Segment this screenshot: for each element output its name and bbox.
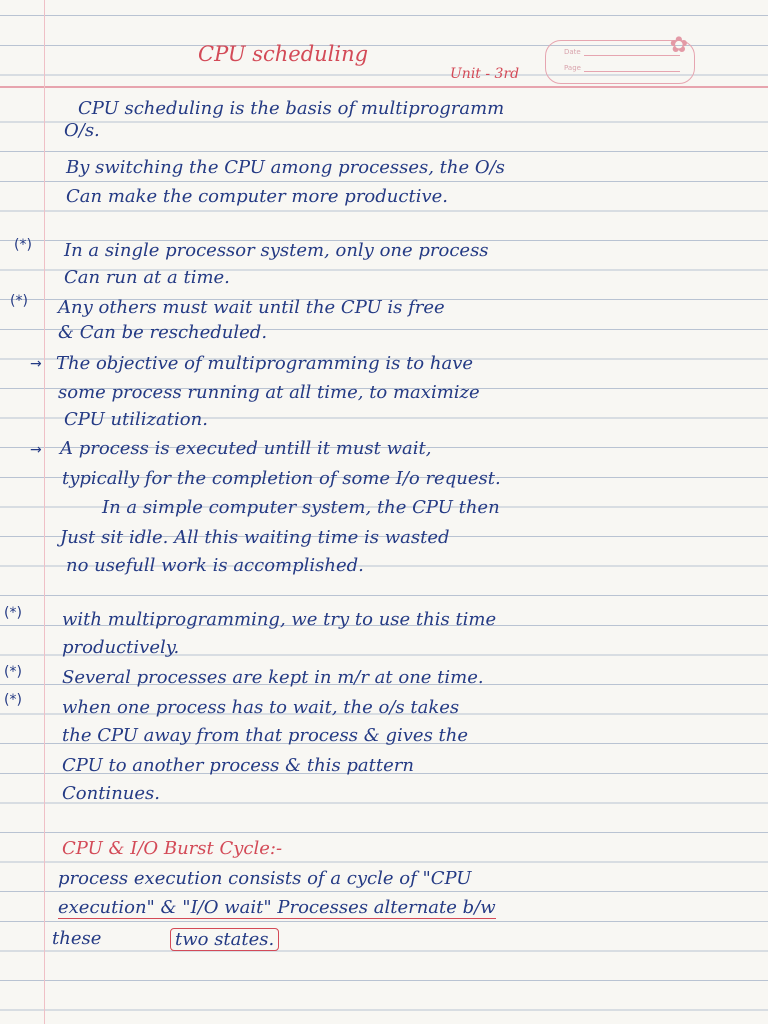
- text-line: the CPU away from that process & gives the: [62, 725, 469, 746]
- text-line: productively.: [62, 637, 180, 658]
- page-title: CPU scheduling: [198, 42, 369, 66]
- badge-date-line: [584, 55, 680, 56]
- text-line: process execution consists of a cycle of "CPU: [58, 868, 472, 889]
- text-line: O/s.: [64, 120, 100, 141]
- text-line: typically for the completion of some I/o request.: [62, 468, 501, 489]
- text-line: these: [52, 928, 102, 949]
- margin-line: [44, 0, 45, 1024]
- arrow-bullet: →: [30, 356, 42, 372]
- text-line: CPU utilization.: [64, 409, 208, 430]
- text-line: Continues.: [62, 783, 160, 804]
- text-line: Can make the computer more productive.: [66, 186, 448, 207]
- text-line: The objective of multiprogramming is to have: [56, 353, 474, 374]
- header-rule: [0, 86, 768, 88]
- star-bullet: (*): [4, 692, 22, 708]
- text-line: when one process has to wait, the o/s takes: [62, 697, 460, 718]
- badge-page-line: [584, 71, 680, 72]
- text-line: some process running at all time, to maximize: [58, 382, 480, 403]
- star-bullet: (*): [14, 237, 32, 253]
- text-line: execution" & "I/O wait" Processes alternate b/w: [58, 897, 496, 918]
- text-line: Can run at a time.: [64, 267, 230, 288]
- star-bullet: (*): [10, 293, 28, 309]
- text-line: Any others must wait until the CPU is free: [58, 297, 445, 318]
- badge-date-label: Date: [564, 48, 581, 56]
- star-bullet: (*): [4, 605, 22, 621]
- boxed-phrase: two states.: [170, 928, 279, 951]
- section-heading: CPU & I/O Burst Cycle:-: [62, 838, 283, 859]
- text-line: In a simple computer system, the CPU then: [102, 497, 500, 518]
- text-line: CPU to another process & this pattern: [62, 755, 414, 776]
- arrow-bullet: →: [30, 442, 42, 458]
- unit-label: Unit - 3rd: [450, 66, 520, 82]
- text-line: Just sit idle. All this waiting time is wasted: [60, 527, 450, 548]
- date-page-badge: [545, 33, 695, 84]
- text-line: no usefull work is accomplished.: [66, 555, 364, 576]
- flower-icon: ✿: [669, 33, 688, 58]
- badge-page-label: Page: [564, 64, 581, 72]
- star-bullet: (*): [4, 664, 22, 680]
- text-line: with multiprogramming, we try to use this time: [62, 609, 497, 630]
- text-line: & Can be rescheduled.: [58, 322, 268, 343]
- text-line: In a single processor system, only one process: [64, 240, 489, 261]
- text-line: By switching the CPU among processes, the O/s: [66, 157, 505, 178]
- text-line: Several processes are kept in m/r at one time.: [62, 667, 484, 688]
- text-line: CPU scheduling is the basis of multiprogramm: [78, 98, 505, 119]
- text-line: A process is executed untill it must wait,: [60, 438, 432, 459]
